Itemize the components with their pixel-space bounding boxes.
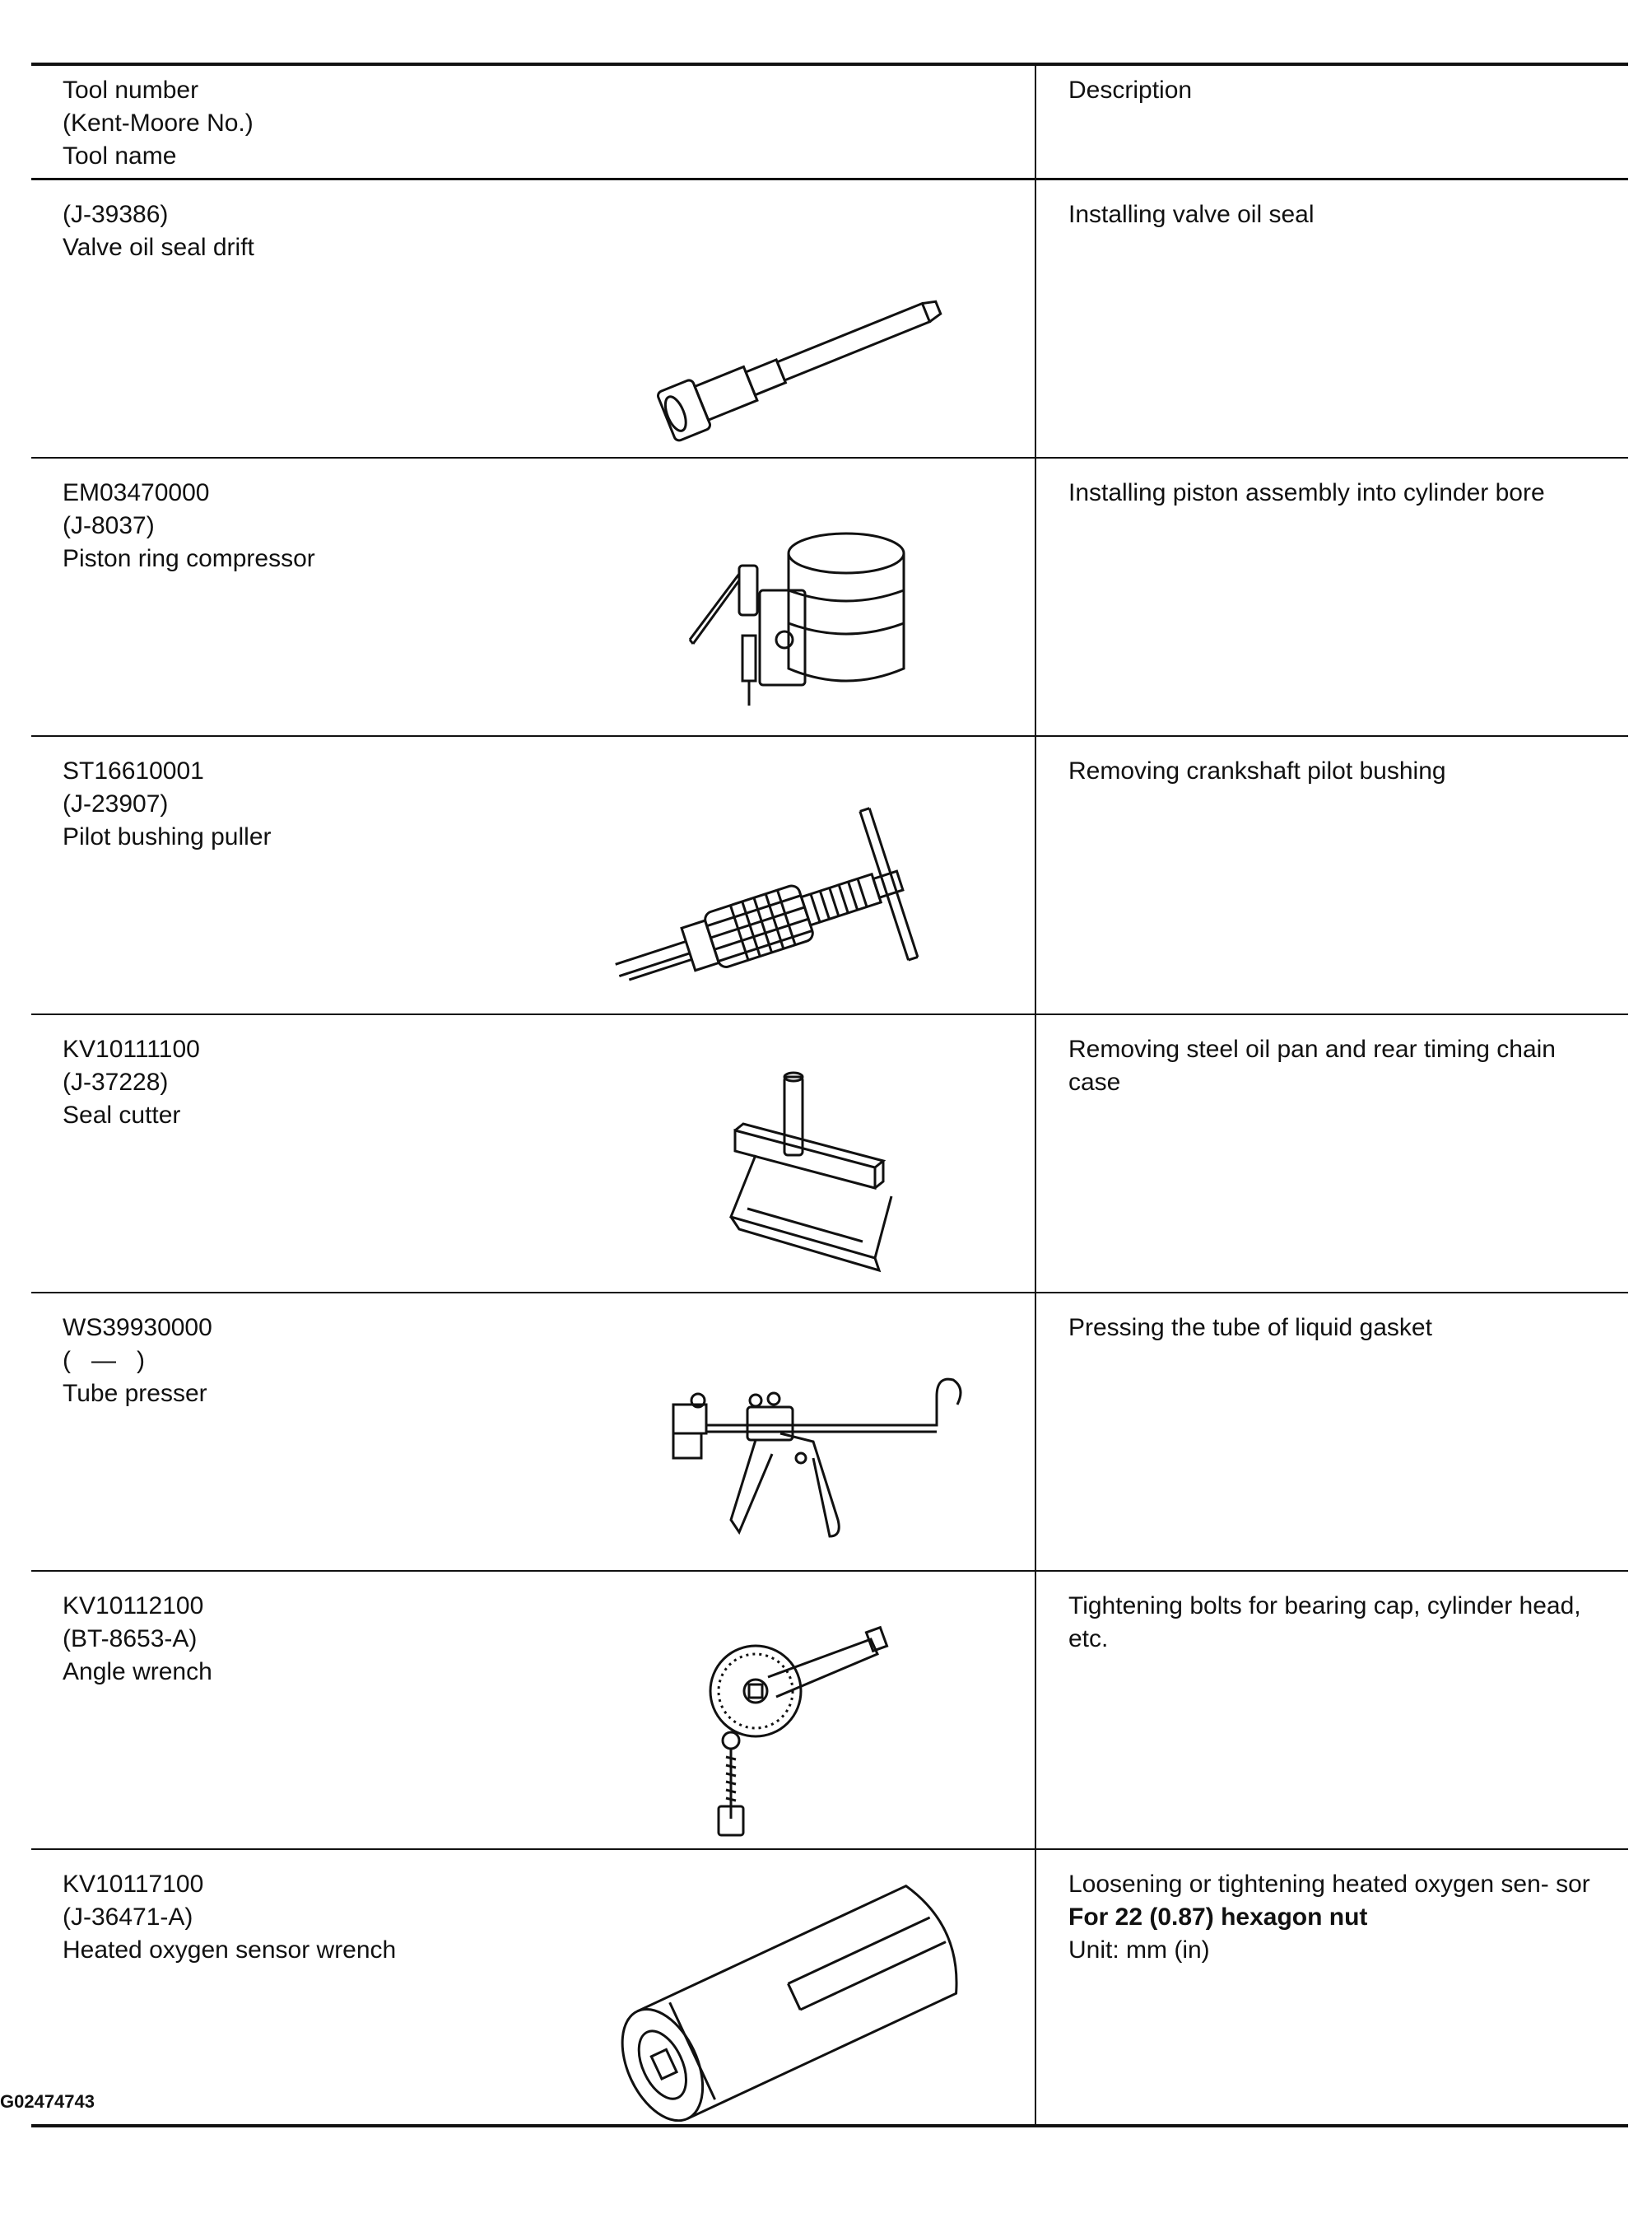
tool-id-cell [63,1590,639,1689]
tool-id-cell [63,1312,639,1410]
tool-number: KV10111100 [63,1036,200,1063]
header-tool-name: Tool name [63,142,177,170]
tool-id-cell [63,1033,639,1132]
piston-ring-compressor-icon [591,508,1003,730]
kent-moore-number: (J-37228) [63,1069,169,1096]
tool-number: KV10112100 [63,1592,204,1619]
tool-number: WS39930000 [63,1314,212,1341]
table-row [31,1572,1628,1850]
tool-description: Tightening bolts for bearing cap, cylinder head, etc. [1068,1592,1581,1652]
tool-description: Removing steel oil pan and rear timing chain case [1068,1036,1556,1096]
tool-description: Removing crankshaft pilot bushing [1068,757,1446,785]
hexagon-nut-size: For 22 (0.87) hexagon nut [1068,1903,1368,1931]
angle-wrench-icon [591,1621,1003,1843]
tube-presser-icon [591,1343,1003,1565]
heated-oxygen-sensor-wrench-icon [591,1866,1003,2122]
tool-number: EM03470000 [63,479,210,506]
kent-moore-number: (J-39386) [63,201,169,228]
tool-number: KV10117100 [63,1871,204,1898]
header-kent-moore: (Kent-Moore No.) [63,110,254,137]
tool-description: Installing valve oil seal [1068,201,1315,228]
kent-moore-number: (J-36471-A) [63,1903,193,1931]
kent-moore-number: ( — ) [63,1347,145,1374]
header-tool-number: Tool number [63,77,199,104]
header-description: Description [1068,77,1193,104]
table-row [31,1850,1628,2128]
kent-moore-number: (J-8037) [63,512,155,539]
tool-name: Tube presser [63,1380,207,1407]
table-bottom-rule [31,2124,1628,2127]
table-row [31,1015,1628,1293]
table-row [31,459,1628,737]
tool-name: Pilot bushing puller [63,823,272,850]
tool-id-cell [63,755,639,854]
tool-number: ST16610001 [63,757,204,785]
table-header [31,66,1628,178]
pilot-bushing-puller-icon [591,786,1003,1009]
tool-name: Piston ring compressor [63,545,315,572]
valve-oil-seal-drift-icon [591,230,1003,452]
seal-cutter-icon [591,1065,1003,1287]
tool-name: Angle wrench [63,1658,212,1685]
header-tool-column [63,74,639,173]
unit-note: Unit: mm (in) [1068,1936,1210,1964]
tool-description: Installing piston assembly into cylinder bore [1068,479,1545,506]
table-row [31,180,1628,459]
tool-description-cell [1068,1868,1612,1967]
figure-code: G02474743 [0,2091,95,2112]
tool-description: Pressing the tube of liquid gasket [1068,1314,1432,1341]
tool-id-cell [63,1868,639,1967]
tool-name: Heated oxygen sensor wrench [63,1936,397,1964]
tool-description: Loosening or tightening heated oxygen sen- sor [1068,1871,1590,1898]
table-row [31,1293,1628,1572]
kent-moore-number: (BT-8653-A) [63,1625,198,1652]
tool-id-cell [63,477,639,575]
tool-name: Seal cutter [63,1102,181,1129]
tool-id-cell [63,198,639,264]
tool-name: Valve oil seal drift [63,234,254,261]
table-row [31,737,1628,1015]
kent-moore-number: (J-23907) [63,790,169,818]
